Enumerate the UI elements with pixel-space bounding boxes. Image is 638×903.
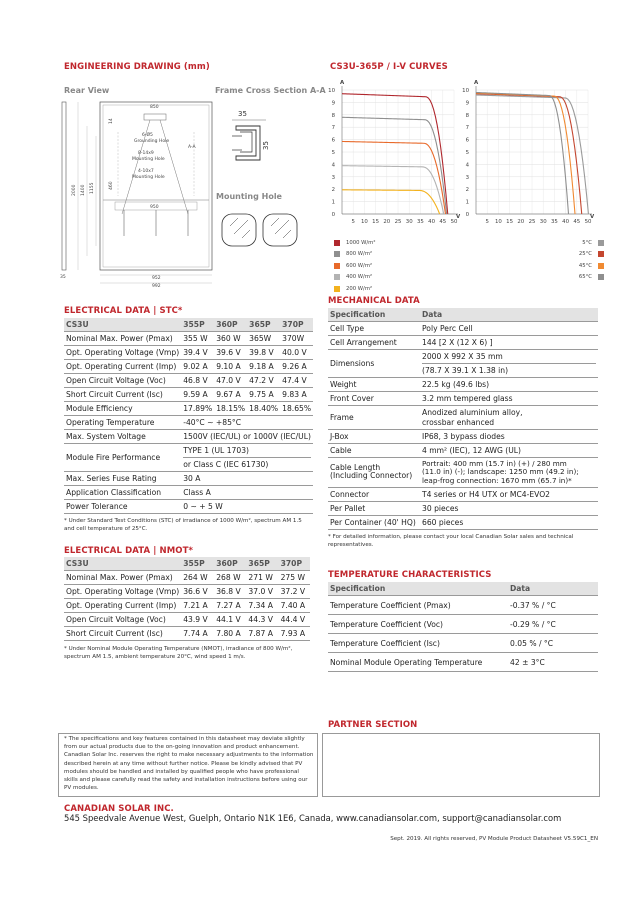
table-cell: Per Pallet [328, 501, 420, 515]
iv-curve [476, 94, 582, 214]
y-tick-label: 5 [331, 150, 335, 156]
hole-grounding-label: 6-Ø5 [142, 133, 153, 138]
table-cell: 360 W [214, 332, 247, 346]
table-cell: 39.4 V [181, 346, 214, 360]
legend-swatch [598, 251, 604, 257]
table-row [64, 402, 313, 416]
table-cell: 37.2 V [279, 585, 310, 599]
table-cell: Cell Type [328, 322, 420, 336]
frame-section-label: Frame Cross Section A-A [215, 86, 326, 95]
sec-width-label: 35 [238, 110, 247, 118]
side-frame [62, 102, 66, 270]
table-cell: Nominal Module Operating Temperature [328, 653, 508, 672]
column-header: Data [420, 308, 598, 322]
drawing-title: ENGINEERING DRAWING (mm) [64, 62, 210, 72]
y-tick-label: 8 [465, 112, 469, 119]
column-header: 355P [181, 557, 214, 571]
legend-label: 65°C [578, 274, 592, 281]
x-unit-label: V [456, 214, 461, 220]
x-tick-label: 45 [573, 219, 581, 225]
table-row [328, 487, 598, 501]
disclaimer-text: * The specifications and key features contained in this datasheet may deviate slightly from our actual products due to the on-going innovation and product enhancement. Canadian Solar Inc. reserves the right to make necessary adjustments to the information described herein at any time without further notice. Please be kindly advised that PV modules should be handled and installed by qualified people who have professional skills and please carefully read the safety and installation instructions before using our PV modules. [64, 736, 314, 792]
footer-date-line: Sept. 2019. All rights reserved, PV Module Product Datasheet V5.59C1_EN [390, 836, 598, 842]
table-cell: 47.2 V [247, 374, 280, 388]
table-cell: Cell Arrangement [328, 336, 420, 350]
table-row [64, 599, 310, 613]
table-row [328, 378, 598, 392]
table-cell: Opt. Operating Current (Imp) [64, 360, 181, 374]
legend-swatch [598, 240, 604, 246]
table-cell: Module Efficiency [64, 402, 181, 416]
table-cell: 9.75 A [247, 388, 280, 402]
table-cell: 22.5 kg (49.6 lbs) [420, 378, 598, 392]
table-cell: Temperature Coefficient (Voc) [328, 615, 508, 634]
mech-title: MECHANICAL DATA [328, 296, 420, 306]
table-cell: 42 ± 3°C [508, 653, 598, 672]
table-cell: 37.0 V [246, 585, 278, 599]
cell-line: crossbar enhanced [422, 417, 495, 427]
x-tick-label: 20 [517, 219, 525, 225]
iv-title: CS3U-365P / I-V CURVES [330, 62, 448, 72]
rear-view-label: Rear View [64, 86, 110, 95]
table-cell: Poly Perc Cell [420, 322, 598, 336]
dim-mount-width: 950 [150, 205, 159, 210]
x-tick-label: 35 [550, 219, 558, 225]
dim-left-edge: 35 [60, 275, 66, 280]
x-unit-label: V [590, 214, 595, 220]
table-cell: 36.8 V [214, 585, 246, 599]
x-tick-label: 35 [416, 219, 424, 225]
x-tick-label: 5 [485, 219, 489, 225]
table-cell: 44.4 V [279, 613, 310, 627]
cell-line: (78.7 X 39.1 X 1.38 in) [422, 363, 596, 375]
iv-chart-irradiance [326, 76, 462, 228]
table-cell: Cable [328, 444, 420, 458]
legend-entry [579, 237, 604, 249]
y-tick-label: 2 [465, 187, 469, 194]
cell-line: leap-frog connection: 1670 mm (65.7 in)* [422, 475, 572, 485]
legend-swatch [598, 274, 604, 280]
table-cell: 7.93 A [279, 627, 310, 641]
table-cell: IP68, 3 bypass diodes [420, 430, 598, 444]
iv-chart-temperature [460, 76, 598, 228]
table-cell: 275 W [279, 571, 310, 585]
table-cell: 144 [2 X (12 X 6) ] [420, 336, 598, 350]
legend-label: 25°C [578, 251, 592, 258]
irradiance-legend [334, 237, 375, 295]
cell-line: TYPE 1 (UL 1703) [183, 446, 249, 455]
y-tick-label: 10 [462, 88, 469, 94]
temp-table-wrap [328, 582, 598, 672]
table-cell: 18.65% [280, 402, 313, 416]
y-tick-label: 5 [465, 150, 469, 156]
table-row [328, 444, 598, 458]
x-tick-label: 50 [584, 219, 592, 225]
y-tick-label: 4 [331, 162, 335, 169]
iv-curve [342, 94, 448, 214]
footer-company: CANADIAN SOLAR INC. [64, 804, 174, 814]
legend-swatch [334, 263, 340, 269]
table-row [328, 336, 598, 350]
dim-width-inner: 952 [152, 276, 161, 281]
table-cell: Power Tolerance [64, 500, 181, 514]
hole-drain-label: 4-10x7 [138, 169, 154, 174]
table-row [64, 486, 313, 500]
table-cell: Connector [328, 487, 420, 501]
table-cell: 39.6 V [214, 346, 247, 360]
legend-swatch [598, 263, 604, 269]
panel-outline [100, 102, 212, 270]
table-cell: 40.0 V [280, 346, 313, 360]
dim-width-total: 992 [152, 284, 161, 289]
y-tick-label: 6 [331, 137, 335, 144]
table-cell: -40°C ~ +85°C [181, 416, 313, 430]
table-cell: 47.4 V [280, 374, 313, 388]
cell-line: Anodized aluminium alloy, [422, 408, 523, 417]
table-cell: Weight [328, 378, 420, 392]
x-tick-label: 15 [506, 219, 514, 225]
table-cell: 7.34 A [246, 599, 278, 613]
table-row [328, 458, 598, 488]
y-tick-label: 9 [331, 100, 335, 107]
legend-entry [334, 260, 375, 272]
table-row [64, 500, 313, 514]
table-cell: 9.83 A [280, 388, 313, 402]
dim-height-total: 2000 [72, 184, 77, 196]
table-cell: Nominal Max. Power (Pmax) [64, 571, 181, 585]
y-tick-label: 9 [465, 100, 469, 107]
table-cell: 7.80 A [214, 627, 246, 641]
temperature-legend [579, 237, 604, 295]
stc-title: ELECTRICAL DATA | STC* [64, 306, 183, 316]
dim-h3: 460 [109, 181, 114, 190]
table-cell: Temperature Coefficient (Pmax) [328, 596, 508, 615]
table-cell: Per Container (40' HQ) [328, 515, 420, 529]
y-tick-label: 3 [331, 174, 335, 181]
dim-a-mark: A-A [188, 145, 196, 150]
table-cell: 9.67 A [214, 388, 247, 402]
table-row [64, 571, 310, 585]
partner-box [322, 733, 600, 797]
cell-line: 2000 X 992 X 35 mm [422, 352, 503, 361]
table-cell: -0.29 % / °C [508, 615, 598, 634]
iv-curve [342, 190, 440, 214]
table-cell: 47.0 V [214, 374, 247, 388]
table-cell: Opt. Operating Current (Imp) [64, 599, 181, 613]
stc-header-row [64, 318, 313, 332]
legend-entry [579, 249, 604, 261]
table-cell: 365W [247, 332, 280, 346]
svg-text:Mounting Hole: Mounting Hole [132, 157, 165, 162]
legend-label: 800 W/m² [346, 251, 373, 258]
legend-label: 45°C [578, 262, 592, 269]
nmot-title: ELECTRICAL DATA | NMOT* [64, 546, 194, 556]
x-tick-label: 5 [351, 219, 355, 225]
table-row [64, 416, 313, 430]
table-cell: 660 pieces [420, 515, 598, 529]
table-row [328, 634, 598, 653]
table-cell: 264 W [181, 571, 214, 585]
legend-label: 5°C [582, 239, 592, 246]
table-row [328, 515, 598, 529]
legend-swatch [334, 251, 340, 257]
frame-cross-section [232, 110, 270, 160]
iv-curve [476, 93, 575, 214]
table-cell: Class A [181, 486, 313, 500]
column-header: Specification [328, 308, 420, 322]
table-row [64, 388, 313, 402]
x-tick-label: 45 [439, 219, 447, 225]
legend-entry [334, 249, 375, 261]
y-tick-label: 6 [465, 137, 469, 144]
mech-note: * For detailed information, please contact your local Canadian Solar sales and technical representatives. [328, 533, 574, 548]
table-row [328, 501, 598, 515]
nmot-note: * Under Nominal Module Operating Temperature (NMOT), irradiance of 800 W/m², spectrum AM 1.5, ambient temperature 20°C, wind speed 1 m/s. [64, 646, 293, 660]
dim-top-width: 850 [150, 105, 159, 110]
table-row [328, 615, 598, 634]
nmot-header-row [64, 557, 310, 571]
partner-title: PARTNER SECTION [328, 720, 418, 730]
table-cell: 355 W [181, 332, 214, 346]
table-cell: 30 A [181, 472, 313, 486]
y-tick-label: 0 [331, 212, 335, 218]
table-row [328, 653, 598, 672]
table-cell: 7.27 A [214, 599, 246, 613]
sec-height-label: 35 [262, 141, 270, 150]
table-row [64, 332, 313, 346]
table-cell: Opt. Operating Voltage (Vmp) [64, 346, 181, 360]
table-cell: 18.15% [214, 402, 247, 416]
x-tick-label: 30 [539, 219, 547, 225]
x-tick-label: 40 [428, 219, 436, 225]
table-cell: T4 series or H4 UTX or MC4-EVO2 [420, 487, 598, 501]
legend-entry [579, 272, 604, 284]
table-cell: 17.89% [181, 402, 214, 416]
legend-entry [334, 272, 375, 284]
table-cell: Max. Series Fuse Rating [64, 472, 181, 486]
mech-header-row [328, 308, 598, 322]
svg-text:Mounting Hole: Mounting Hole [132, 175, 165, 180]
legend-entry [334, 283, 375, 295]
table-row [64, 346, 313, 360]
x-tick-label: 50 [450, 219, 458, 225]
table-cell: Opt. Operating Voltage (Vmp) [64, 585, 181, 599]
table-cell: 7.74 A [181, 627, 214, 641]
mounting-hole-label: Mounting Hole [216, 192, 282, 201]
column-header: 370P [280, 318, 313, 332]
table-cell: 3.2 mm tempered glass [420, 392, 598, 406]
legend-label: 600 W/m² [346, 262, 373, 269]
y-tick-label: 1 [331, 199, 335, 206]
table-cell: Frame [328, 406, 420, 430]
table-cell: Short Circuit Current (Isc) [64, 627, 181, 641]
table-cell: Nominal Max. Power (Pmax) [64, 332, 181, 346]
x-tick-label: 10 [494, 219, 502, 225]
table-row [328, 406, 598, 430]
table-cell: 18.40% [247, 402, 280, 416]
legend-entry [334, 237, 375, 249]
y-tick-label: 7 [465, 125, 469, 132]
table-cell: Application Classification [64, 486, 181, 500]
table-cell: 36.6 V [181, 585, 214, 599]
cell-line: Cable Length [330, 462, 381, 472]
column-header: Specification [328, 582, 508, 596]
table-cell: Dimensions [328, 350, 420, 378]
table-cell: Open Circuit Voltage (Voc) [64, 613, 181, 627]
legend-label: 200 W/m² [346, 285, 373, 292]
column-header: 365P [247, 318, 280, 332]
dim-h2: 1155 [90, 182, 95, 194]
mech-table [328, 308, 598, 530]
x-tick-label: 10 [360, 219, 368, 225]
table-row [64, 360, 313, 374]
y-tick-label: 1 [465, 199, 469, 206]
y-unit-label: A [474, 80, 479, 86]
nmot-table-wrap [64, 557, 310, 661]
cell-line: or Class C (IEC 61730) [183, 457, 311, 469]
column-header: 365P [246, 557, 278, 571]
table-cell: 0.05 % / °C [508, 634, 598, 653]
table-cell: Short Circuit Current (Isc) [64, 388, 181, 402]
table-cell [420, 458, 598, 488]
column-header: 355P [181, 318, 214, 332]
table-cell: 44.1 V [214, 613, 246, 627]
table-row [64, 585, 310, 599]
table-cell: Operating Temperature [64, 416, 181, 430]
footer-address: 545 Speedvale Avenue West, Guelph, Ontario N1K 1E6, Canada, www.canadiansolar.com, support@canadiansolar.com [64, 813, 562, 823]
table-cell: 268 W [214, 571, 246, 585]
table-cell: Open Circuit Voltage (Voc) [64, 374, 181, 388]
table-row [328, 322, 598, 336]
table-row [64, 627, 310, 641]
x-tick-label: 25 [528, 219, 536, 225]
y-tick-label: 3 [465, 174, 469, 181]
table-cell: 7.21 A [181, 599, 214, 613]
table-row [64, 613, 310, 627]
table-cell: 1500V (IEC/UL) or 1000V (IEC/UL) [181, 430, 313, 444]
table-row [328, 392, 598, 406]
table-cell: 9.02 A [181, 360, 214, 374]
temp-table [328, 582, 598, 672]
table-cell: 39.8 V [247, 346, 280, 360]
table-row [328, 350, 598, 378]
table-cell: 9.18 A [247, 360, 280, 374]
table-row [328, 596, 598, 615]
temp-title: TEMPERATURE CHARACTERISTICS [328, 570, 492, 580]
table-cell: 43.9 V [181, 613, 214, 627]
table-cell: 9.10 A [214, 360, 247, 374]
dim-top-off: 14 [109, 118, 114, 124]
table-cell: Temperature Coefficient (Isc) [328, 634, 508, 653]
table-row [328, 430, 598, 444]
table-cell [328, 458, 420, 488]
legend-label: 400 W/m² [346, 274, 373, 281]
cell-line: (Including Connector) [330, 471, 413, 481]
table-cell: J-Box [328, 430, 420, 444]
x-tick-label: 25 [394, 219, 402, 225]
y-tick-label: 8 [331, 112, 335, 119]
table-cell: 0 ~ + 5 W [181, 500, 313, 514]
junction-box [144, 114, 166, 120]
x-tick-label: 30 [405, 219, 413, 225]
column-header: CS3U [64, 557, 181, 571]
table-row [64, 374, 313, 388]
table-cell [420, 406, 598, 430]
table-cell: 7.40 A [279, 599, 310, 613]
legend-swatch [334, 274, 340, 280]
iv-curve [476, 95, 588, 214]
table-cell: 30 pieces [420, 501, 598, 515]
table-cell: 44.3 V [246, 613, 278, 627]
table-cell: 271 W [246, 571, 278, 585]
temp-header-row [328, 582, 598, 596]
svg-text:Grounding Hole: Grounding Hole [134, 139, 170, 144]
y-tick-label: 4 [465, 162, 469, 169]
table-row [64, 472, 313, 486]
table-cell [181, 444, 313, 472]
stc-note: * Under Standard Test Conditions (STC) of irradiance of 1000 W/m², spectrum AM 1.5 and cell temperature of 25°C. [64, 518, 302, 532]
table-cell: 9.26 A [280, 360, 313, 374]
x-tick-label: 20 [383, 219, 391, 225]
x-tick-label: 15 [372, 219, 380, 225]
table-cell: 7.87 A [246, 627, 278, 641]
column-header: 370P [279, 557, 310, 571]
table-cell: Module Fire Performance [64, 444, 181, 472]
column-header: Data [508, 582, 598, 596]
cell-line: (11.0 in) (-); landscape: 1250 mm (49.2 in); [422, 467, 579, 477]
y-unit-label: A [340, 80, 345, 86]
table-row [64, 430, 313, 444]
engineering-drawing [60, 96, 320, 291]
y-tick-label: 0 [465, 212, 469, 218]
column-header: CS3U [64, 318, 181, 332]
legend-swatch [334, 240, 340, 246]
column-header: 360P [214, 318, 247, 332]
legend-swatch [334, 286, 340, 292]
table-row [64, 444, 313, 472]
table-cell: Max. System Voltage [64, 430, 181, 444]
nmot-table [64, 557, 310, 641]
mounting-hole-diagram [222, 214, 297, 246]
legend-entry [579, 260, 604, 272]
stc-table-wrap [64, 318, 310, 533]
legend-label: 1000 W/m² [346, 239, 376, 246]
iv-legend [334, 237, 604, 295]
stc-table [64, 318, 313, 514]
iv-curve [342, 141, 445, 214]
y-tick-label: 10 [328, 88, 335, 94]
table-cell: Front Cover [328, 392, 420, 406]
table-cell: 9.59 A [181, 388, 214, 402]
table-cell: -0.37 % / °C [508, 596, 598, 615]
iv-curve [476, 92, 569, 214]
x-tick-label: 40 [562, 219, 570, 225]
table-cell: 370W [280, 332, 313, 346]
y-tick-label: 7 [331, 125, 335, 132]
table-cell: 4 mm² (IEC), 12 AWG (UL) [420, 444, 598, 458]
column-header: 360P [214, 557, 246, 571]
mech-table-wrap [328, 308, 598, 549]
dim-h1: 1400 [81, 184, 86, 196]
hole-mounting-label: 8-14x9 [138, 151, 154, 156]
cell-line: Portrait: 400 mm (15.7 in) (+) / 280 mm [422, 459, 567, 468]
table-cell: 46.8 V [181, 374, 214, 388]
table-cell [420, 350, 598, 378]
y-tick-label: 2 [331, 187, 335, 194]
